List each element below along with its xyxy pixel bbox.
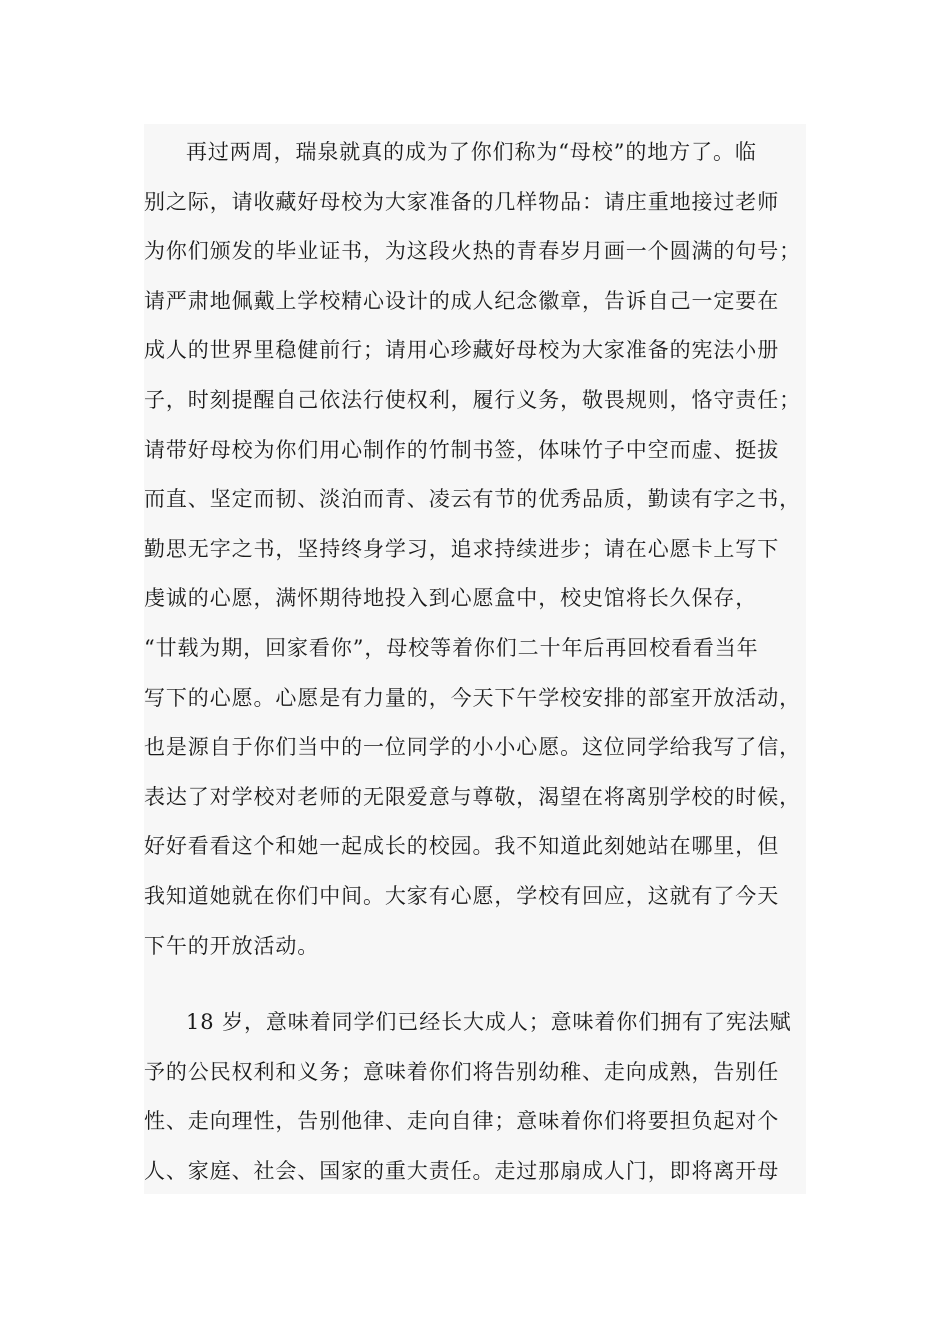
text-line: 予的公民权利和义务；意味着你们将告别幼稚、走向成熟，告别任: [144, 1059, 780, 1084]
text-line: 请带好母校为你们用心制作的竹制书签，体味竹子中空而虚、挺拔: [144, 437, 780, 462]
text-line: 虔诚的心愿，满怀期待地投入到心愿盒中，校史馆将长久保存，: [144, 586, 758, 611]
text-line: 而直、坚定而韧、淡泊而青、凌云有节的优秀品质，勤读有字之书，: [144, 487, 801, 512]
text-line: 请严肃地佩戴上学校精心设计的成人纪念徽章，告诉自己一定要在: [144, 288, 780, 313]
text-line: 18 岁，意味着同学们已经长大成人；意味着你们拥有了宪法赋: [186, 1010, 792, 1034]
text-line: 子，时刻提醒自己依法行使权利，履行义务，敬畏规则，恪守责任；: [144, 387, 801, 412]
paragraph: [144, 998, 806, 1196]
text-line: 成人的世界里稳健前行；请用心珍藏好母校为大家准备的宪法小册: [144, 338, 780, 363]
text-line: 人、家庭、社会、国家的重大责任。走过那扇成人门，即将离开母: [144, 1158, 780, 1183]
text-line: 表达了对学校对老师的无限爱意与尊敬，渴望在将离别学校的时候，: [144, 784, 801, 809]
text-line: 别之际，请收藏好母校为大家准备的几样物品：请庄重地接过老师: [144, 189, 780, 214]
text-line: 为你们颁发的毕业证书，为这段火热的青春岁月画一个圆满的句号；: [144, 239, 801, 264]
text-line: 写下的心愿。心愿是有力量的，今天下午学校安排的部室开放活动，: [144, 685, 801, 710]
text-line: 我知道她就在你们中间。大家有心愿，学校有回应，这就有了今天: [144, 883, 780, 908]
text-line: “廿载为期，回家看你”，母校等着你们二十年后再回校看看当年: [144, 635, 759, 660]
text-line: 再过两周，瑞泉就真的成为了你们称为“母校”的地方了。临: [186, 140, 757, 164]
text-line: 也是源自于你们当中的一位同学的小小心愿。这位同学给我写了信，: [144, 735, 801, 760]
text-line: 勤思无字之书，坚持终身学习，追求持续进步；请在心愿卡上写下: [144, 536, 780, 561]
text-line: 好好看看这个和她一起成长的校园。我不知道此刻她站在哪里，但: [144, 834, 780, 859]
paragraph: [144, 128, 806, 971]
document-text-block: [144, 124, 806, 1194]
text-line: 性、走向理性，告别他律、走向自律；意味着你们将要担负起对个: [144, 1109, 780, 1134]
text-line: 下午的开放活动。: [144, 933, 320, 958]
